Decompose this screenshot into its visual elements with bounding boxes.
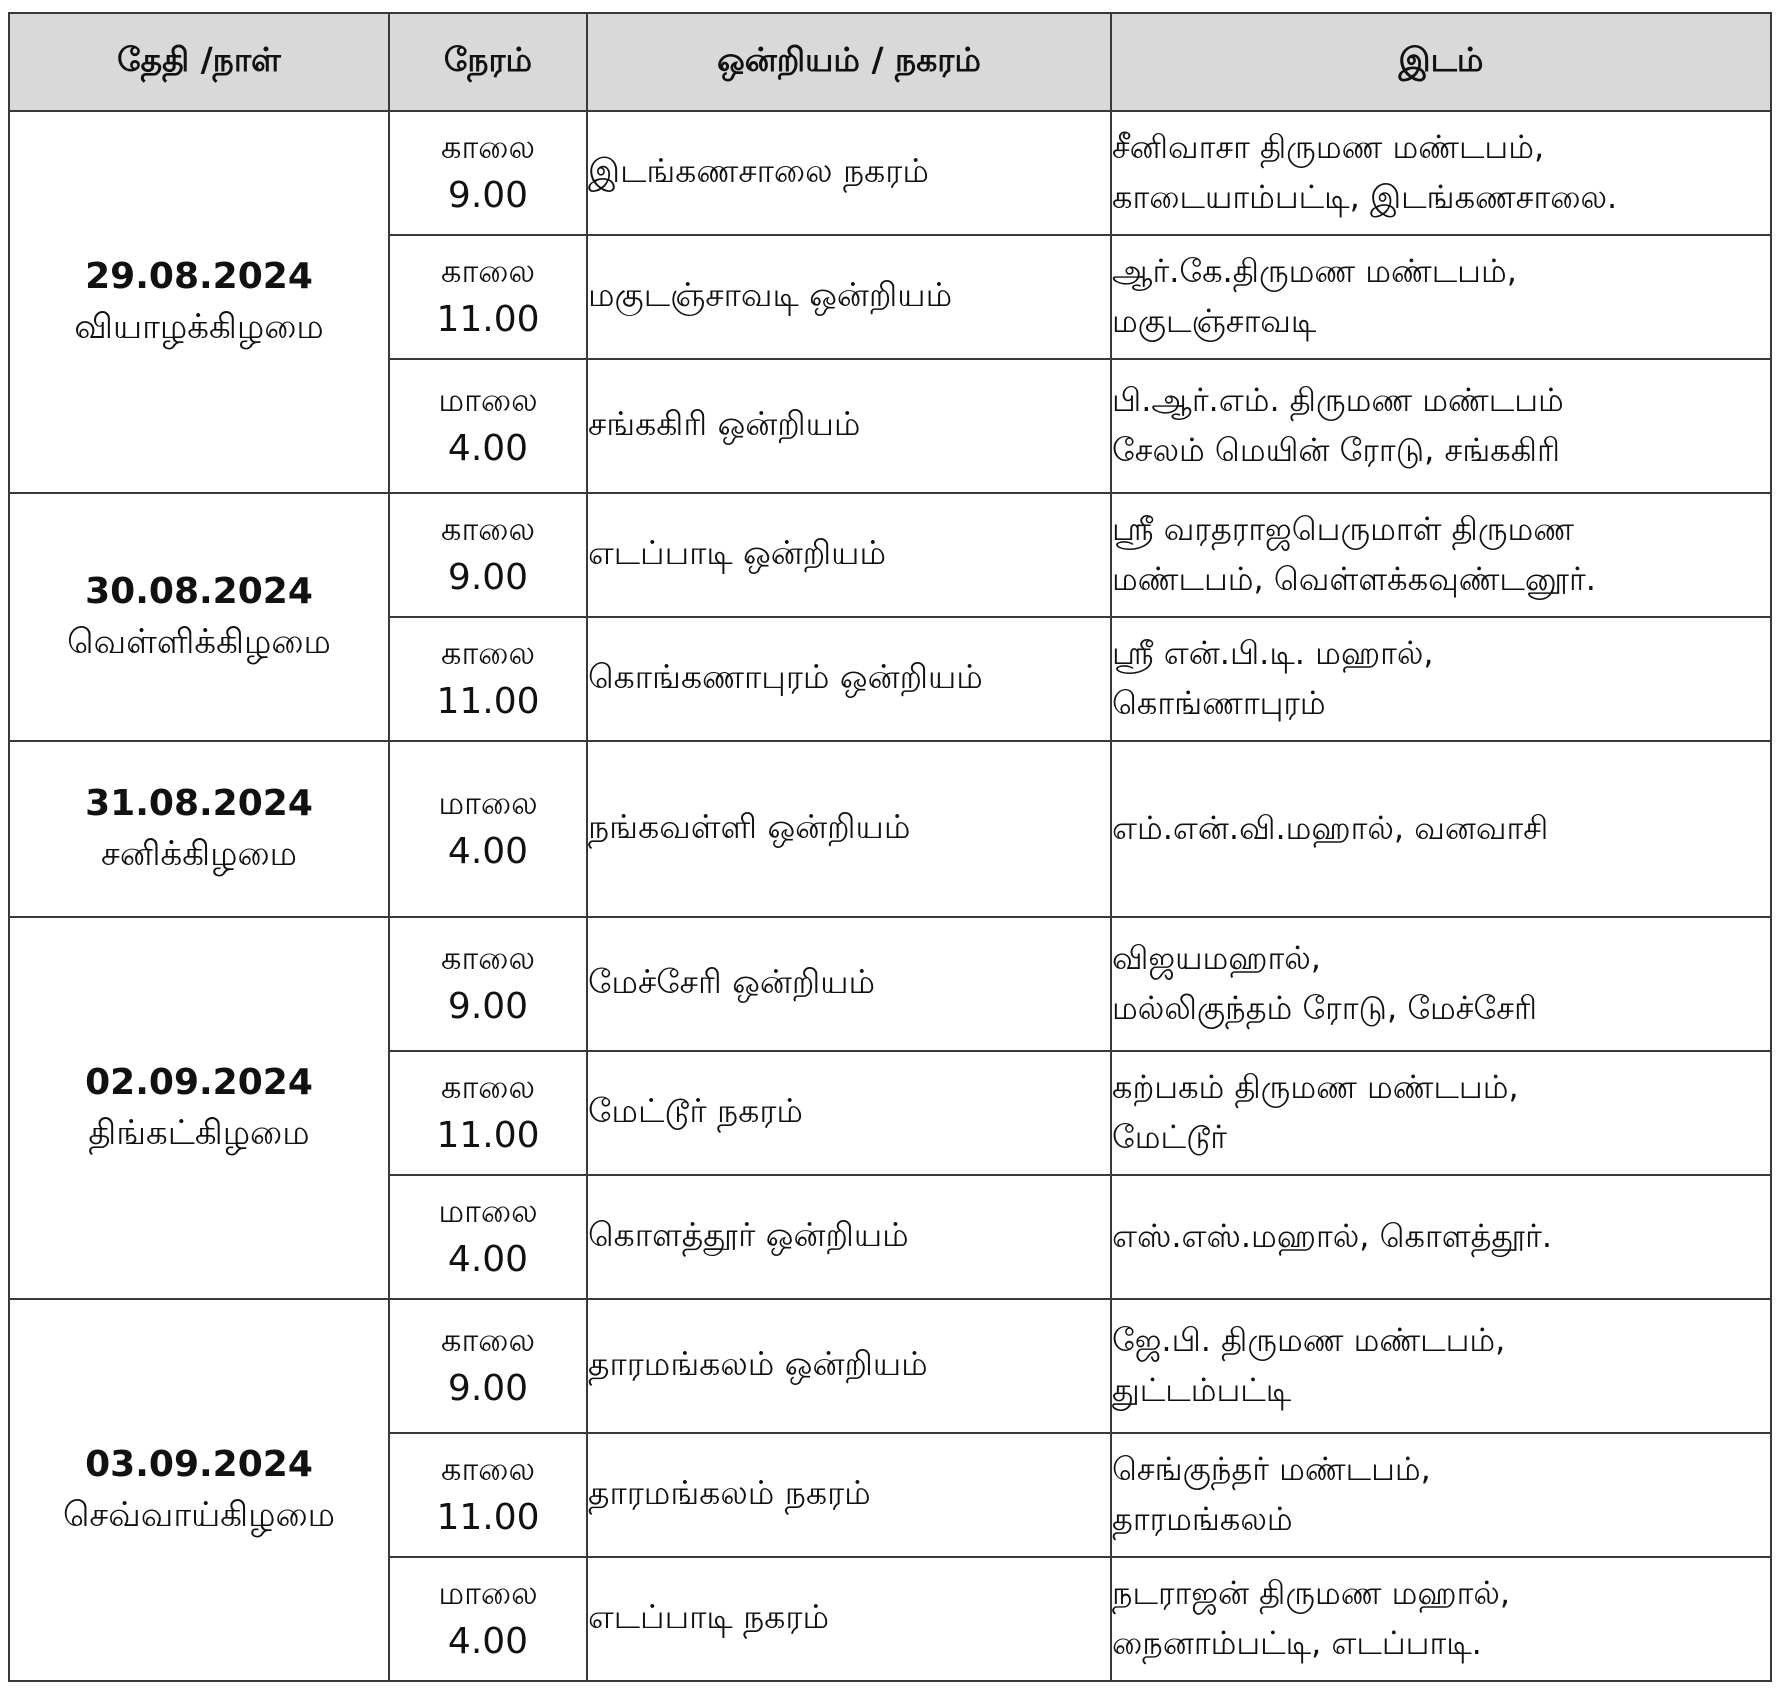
weekday-value: வியாழக்கிழமை: [74, 307, 324, 348]
venue-line: ஆர்.கே.திருமண மண்டபம்,: [1112, 252, 1517, 291]
time-period: மாலை: [438, 380, 538, 419]
meeting-schedule-table: [8, 12, 1772, 1682]
venue-cell: [1111, 617, 1771, 741]
time-value: 4.00: [447, 831, 529, 873]
time-value: 9.00: [447, 557, 529, 599]
venue-cell: [1111, 1557, 1771, 1681]
date-cell: [9, 1299, 389, 1681]
venue-line: சீனிவாசா திருமண மண்டபம்,: [1112, 128, 1545, 167]
venue-cell: [1111, 493, 1771, 617]
table-row: [9, 741, 1771, 917]
time-value: 4.00: [447, 428, 529, 470]
venue-line: தாரமங்கலம்: [1112, 1500, 1293, 1538]
time-value: 11.00: [436, 299, 540, 341]
date-value: 30.08.2024: [85, 571, 313, 613]
time-cell: [389, 1051, 587, 1175]
time-period: காலை: [440, 938, 536, 977]
date-cell: [9, 111, 389, 493]
union-cell: சங்ககிரி ஒன்றியம்: [587, 359, 1111, 493]
venue-line: நைனாம்பட்டி, எடப்பாடி.: [1112, 1624, 1482, 1662]
venue-line: கொங்ணாபுரம்: [1112, 684, 1326, 722]
weekday-value: செவ்வாய்கிழமை: [62, 1495, 336, 1536]
venue-line: விஜயமஹால்,: [1112, 939, 1321, 978]
time-value: 11.00: [436, 1115, 540, 1157]
table-row: [9, 917, 1771, 1051]
time-period: மாலை: [438, 1573, 538, 1612]
venue-line: காடையாம்பட்டி, இடங்கணசாலை.: [1112, 178, 1618, 216]
venue-line: சேலம் மெயின் ரோடு, சங்ககிரி: [1112, 431, 1560, 469]
union-cell: எடப்பாடி நகரம்: [587, 1557, 1111, 1681]
time-cell: [389, 493, 587, 617]
time-cell: [389, 1299, 587, 1433]
union-cell: தாரமங்கலம் ஒன்றியம்: [587, 1299, 1111, 1433]
venue-cell: [1111, 917, 1771, 1051]
weekday-value: திங்கட்கிழமை: [88, 1113, 310, 1154]
venue-cell: [1111, 1433, 1771, 1557]
time-cell: [389, 1557, 587, 1681]
venue-line: பி.ஆர்.எம். திருமண மண்டபம்: [1112, 381, 1564, 420]
venue-cell: [1111, 1299, 1771, 1433]
table-row: [9, 493, 1771, 617]
weekday-value: வெள்ளிக்கிழமை: [67, 622, 331, 663]
table-row: [9, 111, 1771, 235]
venue-cell: [1111, 741, 1771, 917]
union-cell: நங்கவள்ளி ஒன்றியம்: [587, 741, 1111, 917]
header-union-town: ஒன்றியம் / நகரம்: [587, 13, 1111, 111]
venue-line: ஜே.பி. திருமண மண்டபம்,: [1112, 1321, 1506, 1360]
time-value: 11.00: [436, 1497, 540, 1539]
time-period: காலை: [440, 1067, 536, 1106]
time-value: 4.00: [447, 1239, 529, 1281]
time-period: மாலை: [438, 783, 538, 822]
table-row: [9, 1299, 1771, 1433]
venue-line: மேட்டூர்: [1112, 1118, 1227, 1156]
venue-line: கற்பகம் திருமண மண்டபம்,: [1112, 1068, 1519, 1107]
time-cell: [389, 1433, 587, 1557]
union-cell: இடங்கணசாலை நகரம்: [587, 111, 1111, 235]
date-value: 02.09.2024: [85, 1062, 313, 1104]
venue-cell: [1111, 359, 1771, 493]
venue-line: ஸ்ரீ வரதராஜபெருமாள் திருமண: [1112, 510, 1574, 549]
time-value: 9.00: [447, 986, 529, 1028]
time-cell: [389, 111, 587, 235]
time-period: காலை: [440, 127, 536, 166]
union-cell: மேட்டூர் நகரம்: [587, 1051, 1111, 1175]
time-period: மாலை: [438, 1191, 538, 1230]
date-cell: [9, 741, 389, 917]
time-period: காலை: [440, 251, 536, 290]
header-row: [9, 13, 1771, 111]
venue-line: நடராஜன் திருமண மஹால்,: [1112, 1574, 1511, 1613]
time-period: காலை: [440, 1320, 536, 1359]
time-cell: [389, 359, 587, 493]
header-venue: இடம்: [1111, 13, 1771, 111]
venue-line: மண்டபம், வெள்ளக்கவுண்டனூர்.: [1112, 560, 1596, 598]
time-cell: [389, 1175, 587, 1299]
union-cell: மகுடஞ்சாவடி ஒன்றியம்: [587, 235, 1111, 359]
venue-cell: [1111, 1051, 1771, 1175]
header-date-day: தேதி /நாள்: [9, 13, 389, 111]
time-cell: [389, 235, 587, 359]
union-cell: கொங்கணாபுரம் ஒன்றியம்: [587, 617, 1111, 741]
weekday-value: சனிக்கிழமை: [101, 834, 297, 875]
venue-cell: [1111, 235, 1771, 359]
time-value: 9.00: [447, 1368, 529, 1410]
union-cell: தாரமங்கலம் நகரம்: [587, 1433, 1111, 1557]
venue-line: ஸ்ரீ என்.பி.டி. மஹால்,: [1112, 634, 1434, 673]
venue-cell: [1111, 1175, 1771, 1299]
date-value: 03.09.2024: [85, 1444, 313, 1486]
time-value: 9.00: [447, 175, 529, 217]
venue-line: துட்டம்பட்டி: [1112, 1371, 1292, 1409]
schedule-sheet: [8, 12, 1770, 1682]
venue-line: எஸ்.எஸ்.மஹால், கொளத்தூர்.: [1112, 1217, 1553, 1256]
header-time: நேரம்: [389, 13, 587, 111]
time-cell: [389, 741, 587, 917]
union-cell: எடப்பாடி ஒன்றியம்: [587, 493, 1111, 617]
union-cell: மேச்சேரி ஒன்றியம்: [587, 917, 1111, 1051]
time-period: காலை: [440, 1449, 536, 1488]
date-cell: [9, 917, 389, 1299]
venue-line: எம்.என்.வி.மஹால், வனவாசி: [1112, 809, 1549, 848]
venue-line: மல்லிகுந்தம் ரோடு, மேச்சேரி: [1112, 989, 1537, 1027]
time-cell: [389, 617, 587, 741]
date-value: 31.08.2024: [85, 783, 313, 825]
time-value: 11.00: [436, 681, 540, 723]
date-cell: [9, 493, 389, 741]
time-period: காலை: [440, 509, 536, 548]
venue-line: மகுடஞ்சாவடி: [1112, 302, 1317, 340]
time-period: காலை: [440, 633, 536, 672]
time-cell: [389, 917, 587, 1051]
time-value: 4.00: [447, 1621, 529, 1663]
date-value: 29.08.2024: [85, 256, 313, 298]
venue-cell: [1111, 111, 1771, 235]
venue-line: செங்குந்தர் மண்டபம்,: [1112, 1450, 1431, 1489]
union-cell: கொளத்தூர் ஒன்றியம்: [587, 1175, 1111, 1299]
